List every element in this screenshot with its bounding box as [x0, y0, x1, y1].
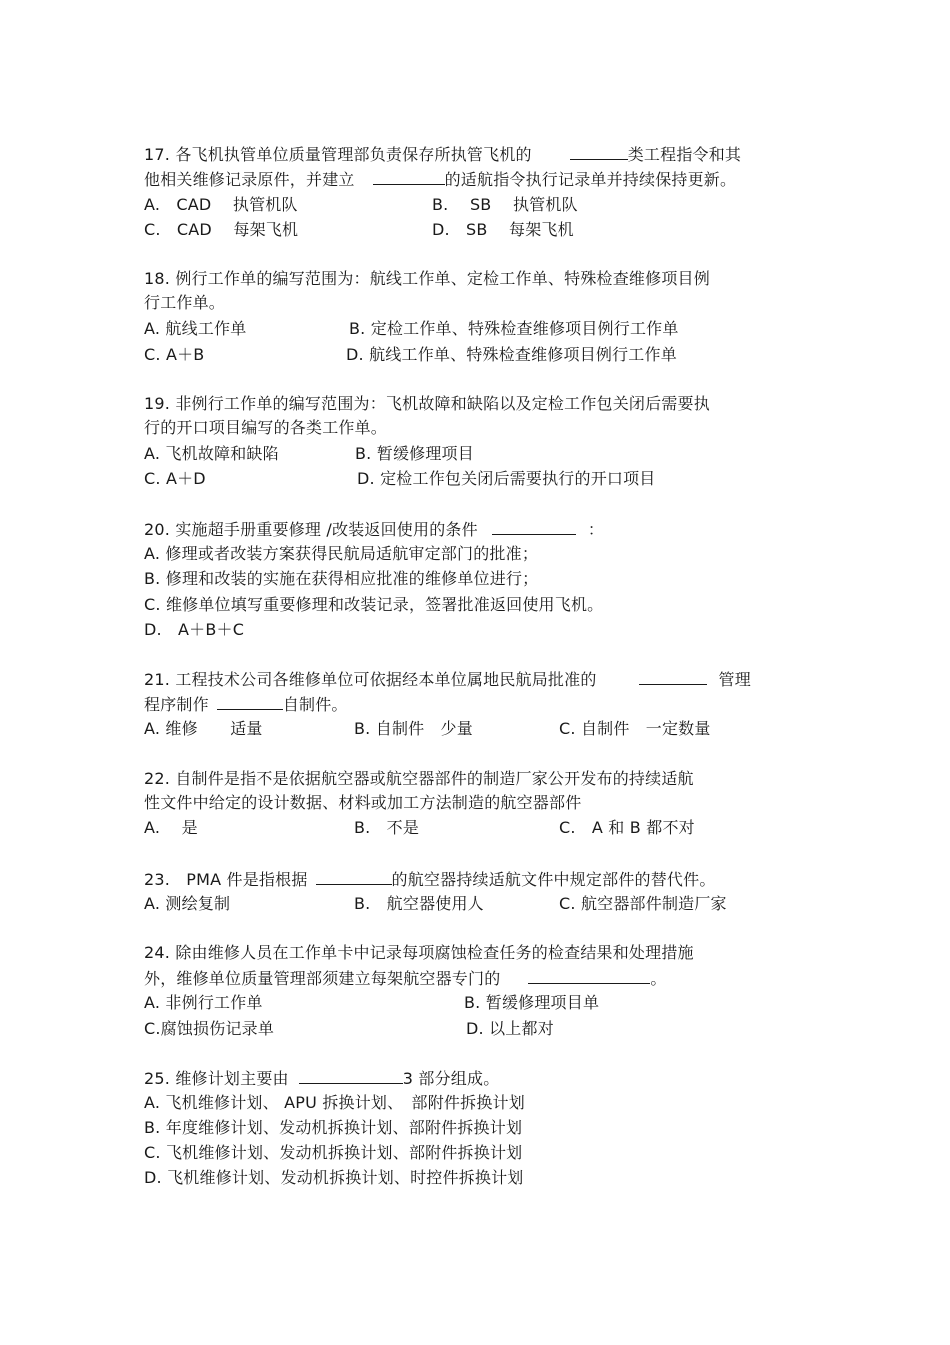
q17-option-a: A. CAD 执管机队 — [144, 195, 298, 214]
q21-stem-part3: 程序制作 — [144, 695, 209, 714]
q24-stem-period: 。 — [650, 969, 667, 988]
q21-option-c: C. 自制件 一定数量 — [559, 719, 711, 738]
q17-stem-part4: 的适航指令执行记录单并持续保持更新。 — [444, 170, 737, 189]
q18-option-c: C. A＋B — [144, 345, 205, 364]
q17-stem-line1 — [144, 144, 741, 165]
q21-blank-1 — [639, 669, 707, 685]
q23-blank — [316, 869, 392, 885]
q17-stem-part3: 他相关维修记录原件，并建立 — [144, 170, 355, 189]
q24-blank — [528, 968, 650, 984]
q21-stem-line2 — [144, 694, 348, 715]
q23-option-a: A. 测绘复制 — [144, 894, 231, 913]
q20-blank — [492, 519, 576, 535]
q18-option-b: B. 定检工作单、特殊检查维修项目例行工作单 — [349, 319, 679, 338]
q22-stem-line1: 22. 自制件是指不是依据航空器或航空器部件的制造厂家公开发布的持续适航 — [144, 769, 694, 788]
q22-stem-line2: 性文件中给定的设计数据、材料或加工方法制造的航空器部件 — [144, 793, 582, 812]
q18-stem-line1: 18. 例行工作单的编写范围为：航线工作单、定检工作单、特殊检查维修项目例 — [144, 269, 710, 288]
q24-option-c: C.腐蚀损伤记录单 — [144, 1019, 275, 1038]
q21-option-a: A. 维修 适量 — [144, 719, 263, 738]
q24-option-a: A. 非例行工作单 — [144, 993, 263, 1012]
q21-stem-part2: 管理 — [718, 670, 751, 689]
q22-option-c: C. A 和 B 都不对 — [559, 818, 695, 837]
q24-stem-part2: 外，维修单位质量管理部须建立每架航空器专门的 — [144, 969, 501, 988]
q17-blank-2 — [373, 169, 445, 185]
q20-stem-line1 — [144, 519, 604, 540]
q25-blank — [299, 1068, 403, 1084]
q20-option-a: A. 修理或者改装方案获得民航局适航审定部门的批准； — [144, 544, 539, 563]
q25-stem-part1: 25. 维修计划主要由 — [144, 1069, 289, 1088]
q25-option-d: D. 飞机维修计划、发动机拆换计划、时控件拆换计划 — [144, 1168, 524, 1187]
q24-option-d: D. 以上都对 — [466, 1019, 554, 1038]
q19-option-c: C. A＋D — [144, 469, 206, 488]
q20-stem-colon: ： — [587, 520, 605, 539]
q25-option-a: A. 飞机维修计划、 APU 拆换计划、 部附件拆换计划 — [144, 1093, 525, 1112]
q25-stem-line1 — [144, 1068, 499, 1089]
q17-stem-part1: 17. 各飞机执管单位质量管理部负责保存所执管飞机的 — [144, 145, 532, 164]
q21-stem-part1: 21. 工程技术公司各维修单位可依据经本单位属地民航局批准的 — [144, 670, 597, 689]
q19-stem-line1: 19. 非例行工作单的编写范围为：飞机故障和缺陷以及定检工作包关闭后需要执 — [144, 394, 710, 413]
q19-option-d: D. 定检工作包关闭后需要执行的开口项目 — [357, 469, 656, 488]
q24-option-b: B. 暂缓修理项目单 — [464, 993, 600, 1012]
q17-blank-1 — [570, 144, 628, 160]
q21-stem-part4: 自制件。 — [282, 695, 348, 714]
q23-stem-line1 — [144, 869, 716, 890]
q17-stem-part2: 类工程指令和其 — [627, 145, 742, 164]
q18-option-d: D. 航线工作单、特殊检查维修项目例行工作单 — [346, 345, 677, 364]
q24-stem-line1: 24. 除由维修人员在工作单卡中记录每项腐蚀检查任务的检查结果和处理措施 — [144, 943, 694, 962]
q20-option-b: B. 修理和改装的实施在获得相应批准的维修单位进行； — [144, 569, 539, 588]
q25-stem-part2: 3 部分组成。 — [402, 1069, 500, 1088]
q20-stem-part1: 20. 实施超手册重要修理 /改装返回使用的条件 — [144, 520, 478, 539]
q20-option-c: C. 维修单位填写重要修理和改装记录，签署批准返回使用飞机。 — [144, 595, 604, 614]
q19-option-a: A. 飞机故障和缺陷 — [144, 444, 279, 463]
q23-option-b: B. 航空器使用人 — [354, 894, 484, 913]
q20-option-d: D. A＋B＋C — [144, 620, 245, 639]
q17-option-d: D. SB 每架飞机 — [432, 220, 574, 239]
q25-option-b: B. 年度维修计划、发动机拆换计划、部附件拆换计划 — [144, 1118, 523, 1137]
q18-stem-line2: 行工作单。 — [144, 293, 226, 312]
q17-option-c: C. CAD 每架飞机 — [144, 220, 299, 239]
q24-stem-line2 — [144, 968, 667, 989]
q18-option-a: A. 航线工作单 — [144, 319, 247, 338]
q17-option-b: B. SB 执管机队 — [432, 195, 578, 214]
q21-stem-line1 — [144, 669, 751, 690]
q22-option-a: A. 是 — [144, 818, 198, 837]
q19-stem-line2: 行的开口项目编写的各类工作单。 — [144, 418, 388, 437]
q25-option-c: C. 飞机维修计划、发动机拆换计划、部附件拆换计划 — [144, 1143, 523, 1162]
q21-blank-2 — [217, 694, 283, 710]
q21-option-b: B. 自制件 少量 — [354, 719, 473, 738]
q23-stem-part2: 的航空器持续适航文件中规定部件的替代件。 — [391, 870, 716, 889]
q22-option-b: B. 不是 — [354, 818, 420, 837]
q17-stem-line2 — [144, 169, 736, 190]
q19-option-b: B. 暂缓修理项目 — [355, 444, 474, 463]
q23-option-c: C. 航空器部件制造厂家 — [559, 894, 727, 913]
q23-stem-part1: 23. PMA 件是指根据 — [144, 870, 308, 889]
